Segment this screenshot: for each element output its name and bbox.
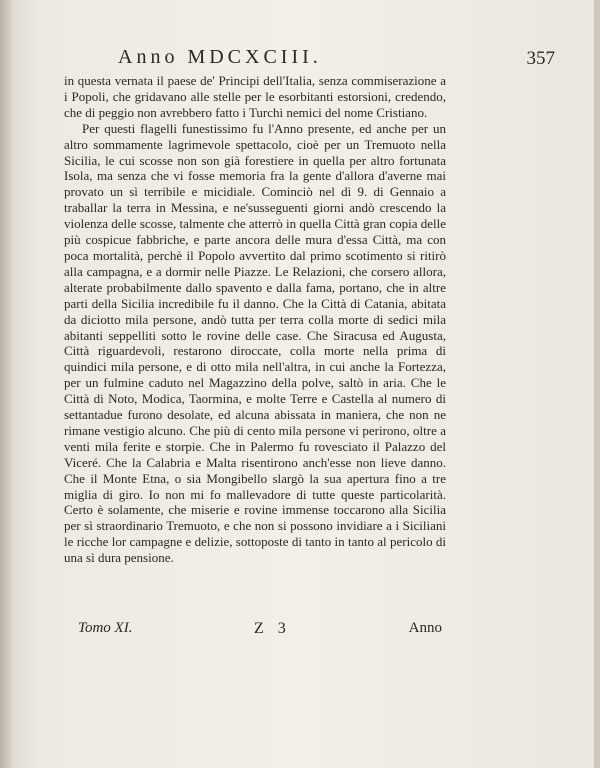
signature-mark: Z 3 [254, 620, 291, 637]
running-title: Anno MDCXCIII. [118, 46, 322, 68]
paragraph-continuation: in questa vernata il paese de' Principi dell'Italia, senza commiserazione a i Popoli, che gridavano alle stelle per le esorbitanti estorsioni, credendo, che di peggio non avrebbero fatto i Turchi nemici del nome Cristiano. [64, 73, 446, 120]
page-footer [78, 620, 442, 642]
gutter-shadow [0, 0, 14, 768]
catchword: Anno [408, 620, 442, 636]
page-number: 357 [526, 48, 555, 69]
volume-label: Tomo XI. [78, 620, 133, 636]
paragraph-earthquake: Per questi flagelli funestissimo fu l'Anno presente, ed anche per un altro sommamente lagrimevole spettacolo, cioè per un Tremuoto nella Sicilia, le cui scosse non son già forestiere in quella per altro fortunata Isola, ma senza che vi fosse memoria fra la gente d'allora d'averne mai provato un sì terribile e micidiale. Cominciò nel dì 9. di Gennaio a traballar la terra in Messina, e ne'susseguenti giorni andò crescendo la violenza delle scosse, talmente che atterrò in quella Città gran copia delle più cospicue fabbriche, e parte ancora delle mura d'essa Città, ma con poca mortalità, perchè il Popolo avvertito dal primo scotimento si ritirò alla campagna, e a dormir nelle Piazze. Le Relazioni, che corsero allora, alterate probabilmente dallo spavento e dalla fama, portano, che in altre parti della Sicilia incredibile fu il danno. Che la Città di Catania, abitata da diciotto mila persone, andò tutta per terra colla morte di sedici mila abitanti seppelliti sotto le rovine delle case. Che Siracusa ed Augusta, Città riguardevoli, restarono diroccate, colla morte nella prima di quindici mila persone, e di otto mila nell'altra, in cui anche la Fortezza, per un fulmine caduto nel Magazzino della polve, saltò in aria. Che le Città di Noto, Modica, Taormina, e molte Terre e Castella al numero di settantadue furono desolate, ed alcuna abissata in maniera, che non ne rimane vestigio alcuno. Che più di cento mila persone vi perirono, oltre a venti mila ferite e storpie. Che in Palermo fu rovesciato il Palazzo del Viceré. Che la Calabria e Malta risentirono anch'esse non lieve danno. Che il Monte Etna, o sia Mongibello slargò la sua apertura fino a tre miglia di giro. Io non mi fo mallevadore di tutte queste particolarità. Certo è solamente, che miserie e rovine immense toccarono alla Sicilia per sì straordinario Tremuoto, e che non si possono invidiare a i Siciliani le ricche lor campagne e delizie, sottoposte di tanto in tanto al pericolo di una sì dura pensione. [64, 120, 446, 566]
page-header [60, 46, 555, 74]
body-text [64, 73, 446, 566]
page-edge [594, 0, 600, 768]
